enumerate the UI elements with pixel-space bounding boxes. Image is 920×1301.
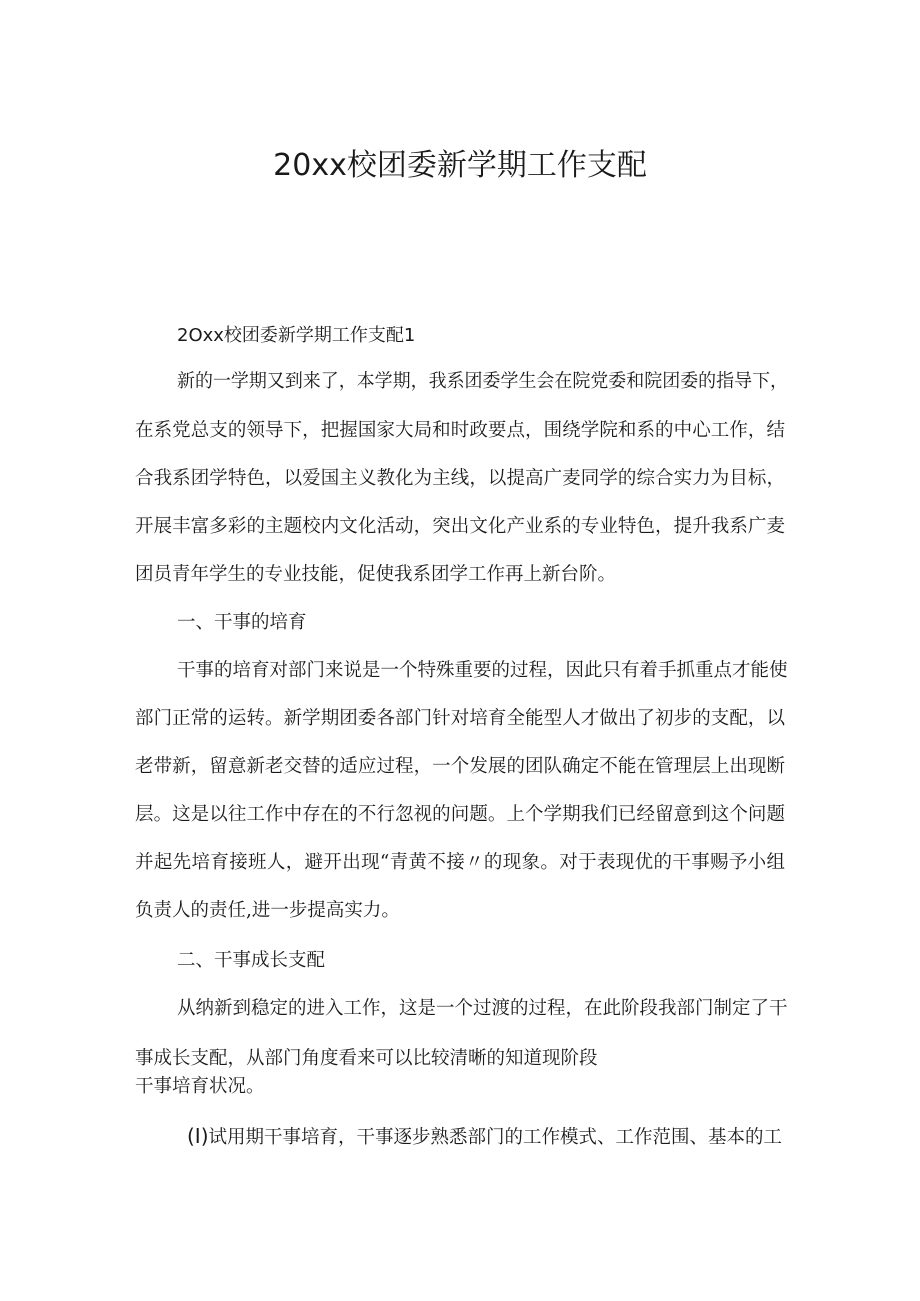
- paragraph-1-line-2: 在系党总支的领导下，把握国家大局和时政要点，围绕学院和系的中心工作，结: [135, 420, 785, 441]
- section-heading-2: 二、干事成长支配: [177, 950, 326, 971]
- paragraph-1-line-4: 开展丰富多彩的主题校内文化活动，突出文化产业系的专业特色，提升我系广麦: [135, 516, 785, 537]
- document-title: 20xx校团委新学期工作支配: [273, 148, 647, 183]
- section-heading-1: 一、干事的培育: [177, 612, 307, 633]
- paragraph-2-line-6: 负责人的责任,进一步提高实力。: [135, 900, 400, 921]
- paragraph-1-line-5: 团员青年学生的专业技能，促使我系团学工作再上新台阶。: [135, 564, 617, 585]
- paragraph-3-line-3: 干事培育状况。: [135, 1076, 265, 1097]
- paragraph-1-line-1: 新的一学期又到来了，本学期，我系团委学生会在院党委和院团委的指导下，: [177, 371, 789, 392]
- paragraph-3-line-2: 事成长支配，从部门角度看来可以比较清晰的知道现阶段: [135, 1048, 598, 1069]
- paragraph-2-line-5: 并起先培育接班人，避开出现“青黄不接〃的现象。对于表现优的干事赐予小组: [135, 852, 785, 873]
- list-item-1-marker: (I): [187, 1124, 209, 1148]
- paragraph-2-line-4: 层。这是以往工作中存在的不行忽视的问题。上个学期我们已经留意到这个问题: [135, 804, 785, 825]
- paragraph-1-line-3: 合我系团学特色，以爱国主义教化为主线，以提高广麦同学的综合实力为目标，: [135, 468, 785, 489]
- paragraph-2-line-1: 干事的培育对部门来说是一个特殊重要的过程，因此只有着手抓重点才能使: [177, 660, 788, 681]
- paragraph-3-line-1: 从纳新到稳定的进入工作，这是一个过渡的过程，在此阶段我部门制定了干: [177, 998, 788, 1019]
- list-item-1: [187, 1124, 782, 1150]
- paragraph-2-line-2: 部门正常的运转。新学期团委各部门针对培育全能型人才做出了初步的支配，以: [135, 708, 785, 729]
- paragraph-2-line-3: 老带新，留意新老交替的适应过程，一个发展的团队确定不能在管理层上出现断: [135, 756, 785, 777]
- document-subtitle: 2Oxx校团委新学期工作支配1: [177, 325, 416, 346]
- list-item-1-text: 试用期干事培育，干事逐步熟悉部门的工作模式、工作范围、基本的工: [208, 1127, 783, 1148]
